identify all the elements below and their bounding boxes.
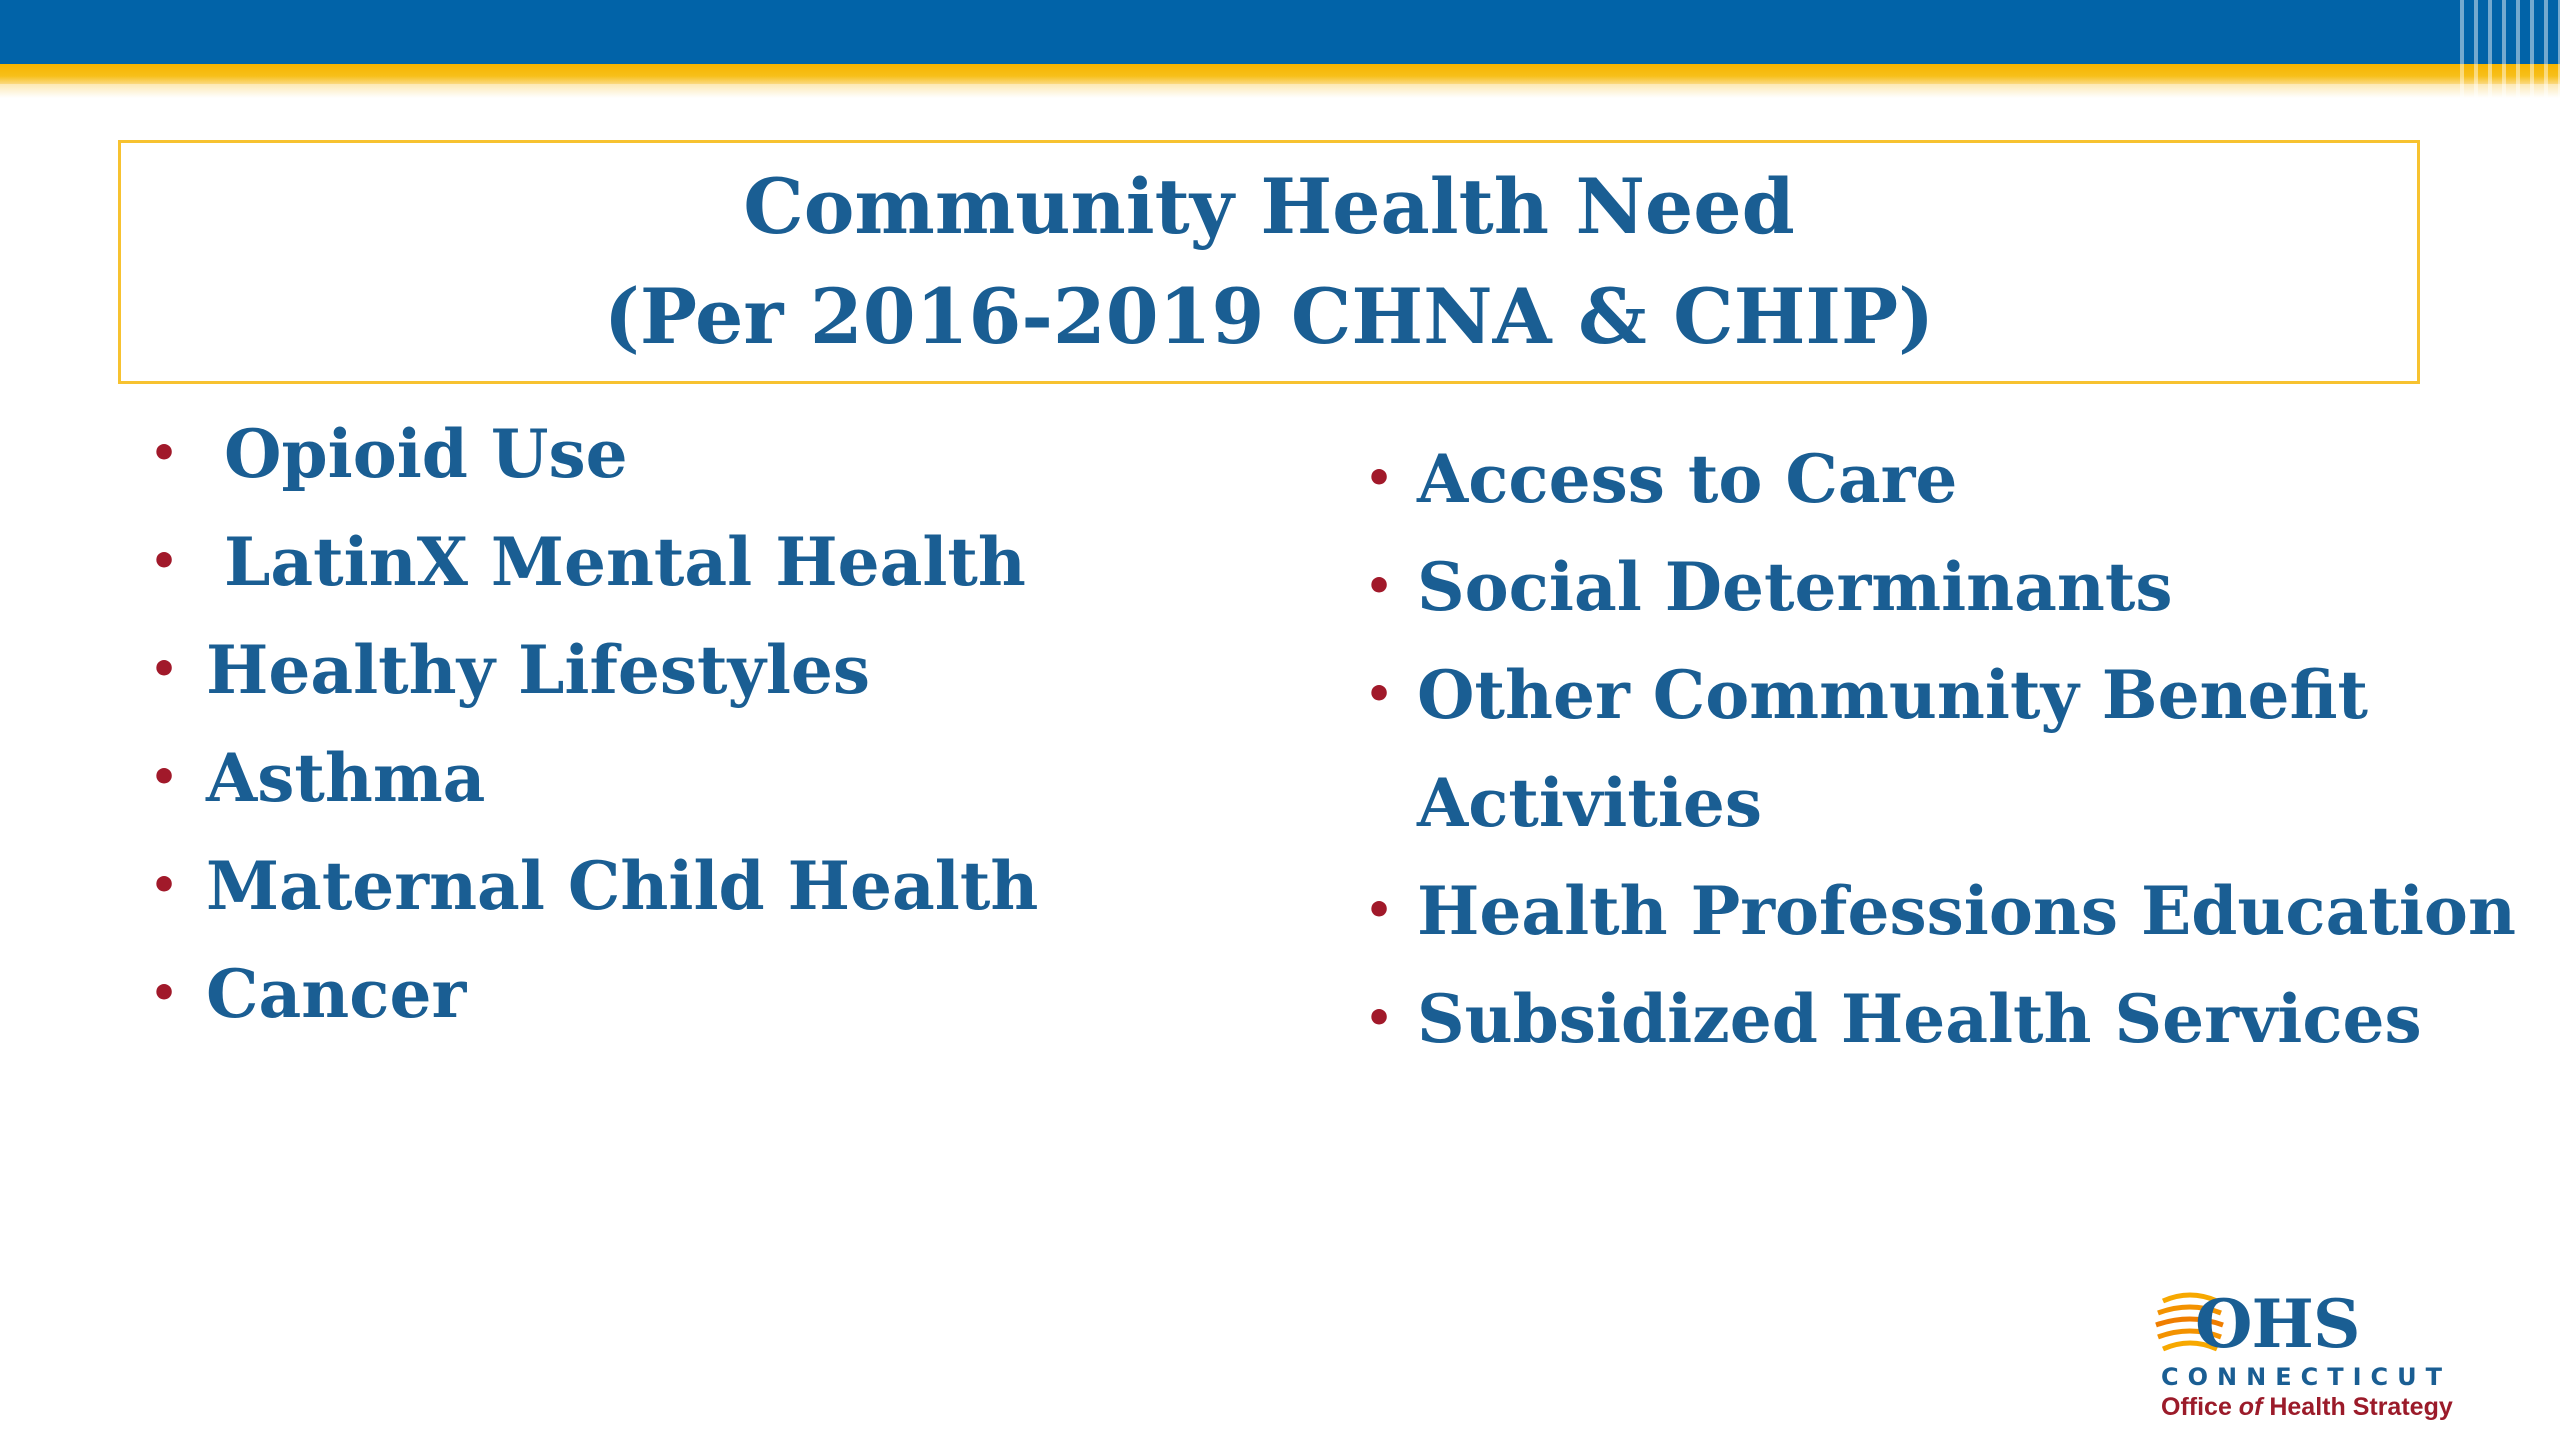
list-item-label: Access to Care xyxy=(1417,440,1958,518)
title-box xyxy=(118,140,2420,384)
list-item xyxy=(150,616,1300,724)
bullet-icon: • xyxy=(150,752,179,803)
top-banner-fade xyxy=(0,84,2560,98)
bullet-icon: • xyxy=(1365,669,1394,720)
logo-org-post: Health Strategy xyxy=(2262,1393,2453,1421)
list-item-label: Cancer xyxy=(206,955,467,1033)
list-item xyxy=(150,724,1300,832)
list-item xyxy=(150,940,1300,1048)
logo-wordmark: OHS xyxy=(2195,1285,2360,1363)
list-item xyxy=(1365,425,2495,533)
list-item xyxy=(150,508,1300,616)
list-item-label: Other Community Benefit Activities xyxy=(1417,656,2369,842)
right-bullet-list xyxy=(1365,425,2516,1073)
logo-state: CONNECTICUT xyxy=(2161,1363,2451,1391)
list-item-label: LatinX Mental Health xyxy=(224,523,1026,601)
left-bullet-list xyxy=(150,400,1300,1048)
bullet-icon: • xyxy=(1365,993,1394,1044)
list-item xyxy=(150,832,1300,940)
bullet-icon: • xyxy=(150,428,179,479)
bullet-icon: • xyxy=(150,644,179,695)
bullet-icon: • xyxy=(150,536,179,587)
list-item-label: Healthy Lifestyles xyxy=(206,631,871,709)
list-item-label: Opioid Use xyxy=(224,415,628,493)
logo-org-of: of xyxy=(2238,1393,2263,1421)
slide-subtitle: (Per 2016-2019 CHNA & CHIP) xyxy=(603,272,1935,361)
list-item xyxy=(1365,641,2495,857)
logo-org-pre: Office xyxy=(2161,1393,2239,1421)
bullet-icon: • xyxy=(1365,453,1394,504)
list-item-label: Social Determinants xyxy=(1417,548,2173,626)
bullet-icon: • xyxy=(150,860,179,911)
list-item-label: Subsidized Health Services xyxy=(1417,980,2422,1058)
banner-stripes xyxy=(2450,0,2560,98)
list-item-label: Asthma xyxy=(206,739,486,817)
ohs-logo xyxy=(2155,1285,2455,1420)
list-item xyxy=(150,400,1300,508)
top-banner-blue xyxy=(0,0,2560,64)
bullet-icon: • xyxy=(1365,885,1394,936)
list-item xyxy=(1365,857,2516,965)
top-banner-gold xyxy=(0,64,2560,84)
list-item-label: Maternal Child Health xyxy=(206,847,1039,925)
logo-org-name xyxy=(2161,1393,2453,1422)
bullet-icon: • xyxy=(150,968,179,1019)
bullet-icon: • xyxy=(1365,561,1394,612)
slide-title: Community Health Need xyxy=(743,162,1795,251)
list-item xyxy=(1365,965,2495,1073)
list-item xyxy=(1365,533,2495,641)
list-item-label: Health Professions Education xyxy=(1417,872,2516,950)
